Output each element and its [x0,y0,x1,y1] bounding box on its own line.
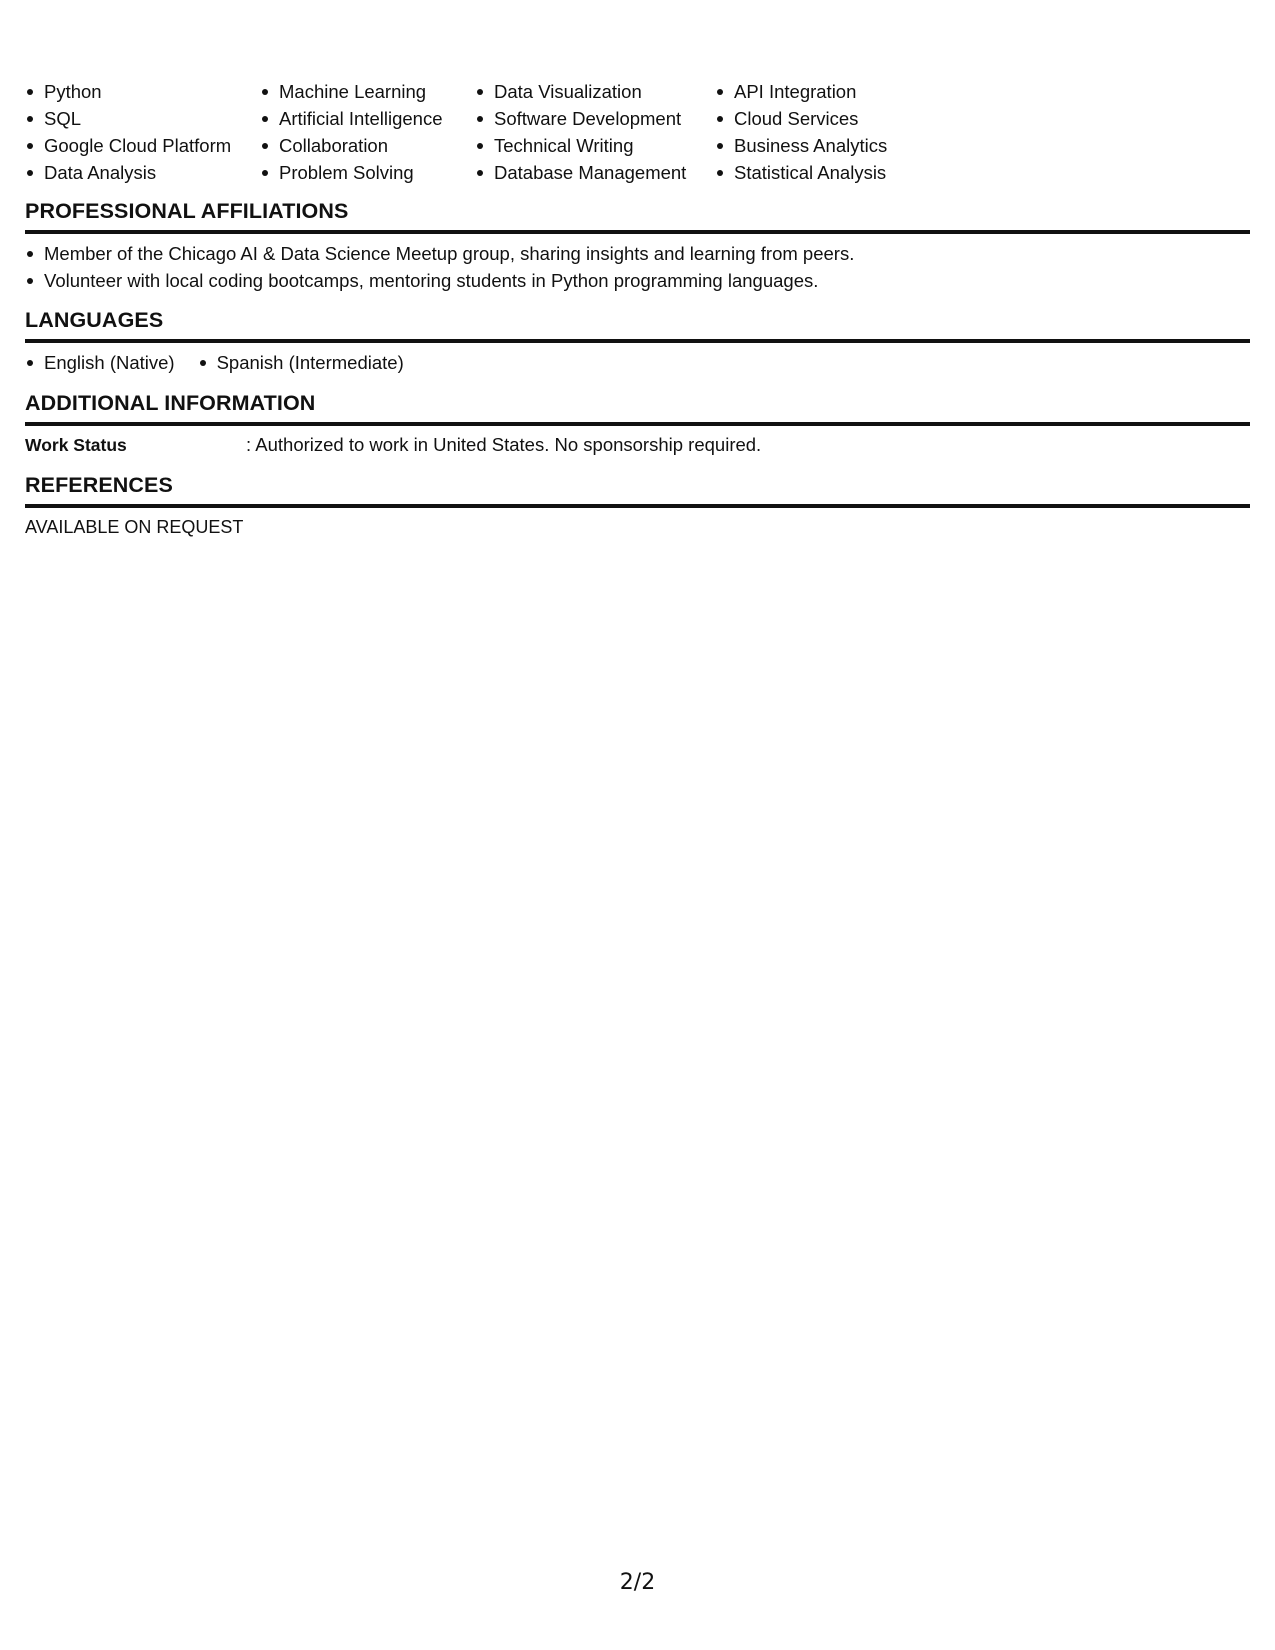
skill-item: Software Development [475,105,715,132]
references-section [25,472,1250,540]
affiliations-list [25,240,1250,294]
skill-item: Artificial Intelligence [260,105,475,132]
work-status-row [25,432,1250,458]
skill-item: Problem Solving [260,159,475,186]
work-status-label: Work Status [25,435,127,455]
skill-item: Data Analysis [25,159,260,186]
skill-item: SQL [25,105,260,132]
skill-item: API Integration [715,78,955,105]
languages-heading: LANGUAGES [25,308,164,332]
resume-page-content [25,78,1250,540]
skills-list [25,78,1250,186]
affiliation-item: Member of the Chicago AI & Data Science Meetup group, sharing insights and learning from peers. [25,240,1250,267]
skill-item: Machine Learning [260,78,475,105]
language-item: English (Native) [25,349,175,376]
affiliation-item: Volunteer with local coding bootcamps, mentoring students in Python programming languages. [25,267,1250,294]
skill-item: Database Management [475,159,715,186]
additional-information-heading: ADDITIONAL INFORMATION [25,391,316,415]
additional-information-section [25,390,1250,458]
section-divider [25,422,1250,426]
section-divider [25,504,1250,508]
section-divider [25,339,1250,343]
skill-item: Technical Writing [475,132,715,159]
skill-item: Python [25,78,260,105]
skills-column-3 [475,78,715,186]
page-number: 2/2 [619,1570,656,1595]
affiliations-heading: PROFESSIONAL AFFILIATIONS [25,199,349,223]
skills-column-1 [25,78,260,186]
skill-item: Statistical Analysis [715,159,955,186]
references-text: AVAILABLE ON REQUEST [25,517,244,537]
skill-item: Business Analytics [715,132,955,159]
affiliations-section [25,198,1250,294]
skill-item: Google Cloud Platform [25,132,260,159]
skill-item: Data Visualization [475,78,715,105]
section-divider [25,230,1250,234]
skill-item: Cloud Services [715,105,955,132]
references-heading: REFERENCES [25,473,173,497]
skill-item: Collaboration [260,132,475,159]
skills-column-2 [260,78,475,186]
work-status-value: : Authorized to work in United States. No sponsorship required. [246,434,762,455]
languages-section [25,307,1250,376]
skills-column-4 [715,78,955,186]
languages-list [25,349,1250,376]
language-item: Spanish (Intermediate) [198,349,404,376]
